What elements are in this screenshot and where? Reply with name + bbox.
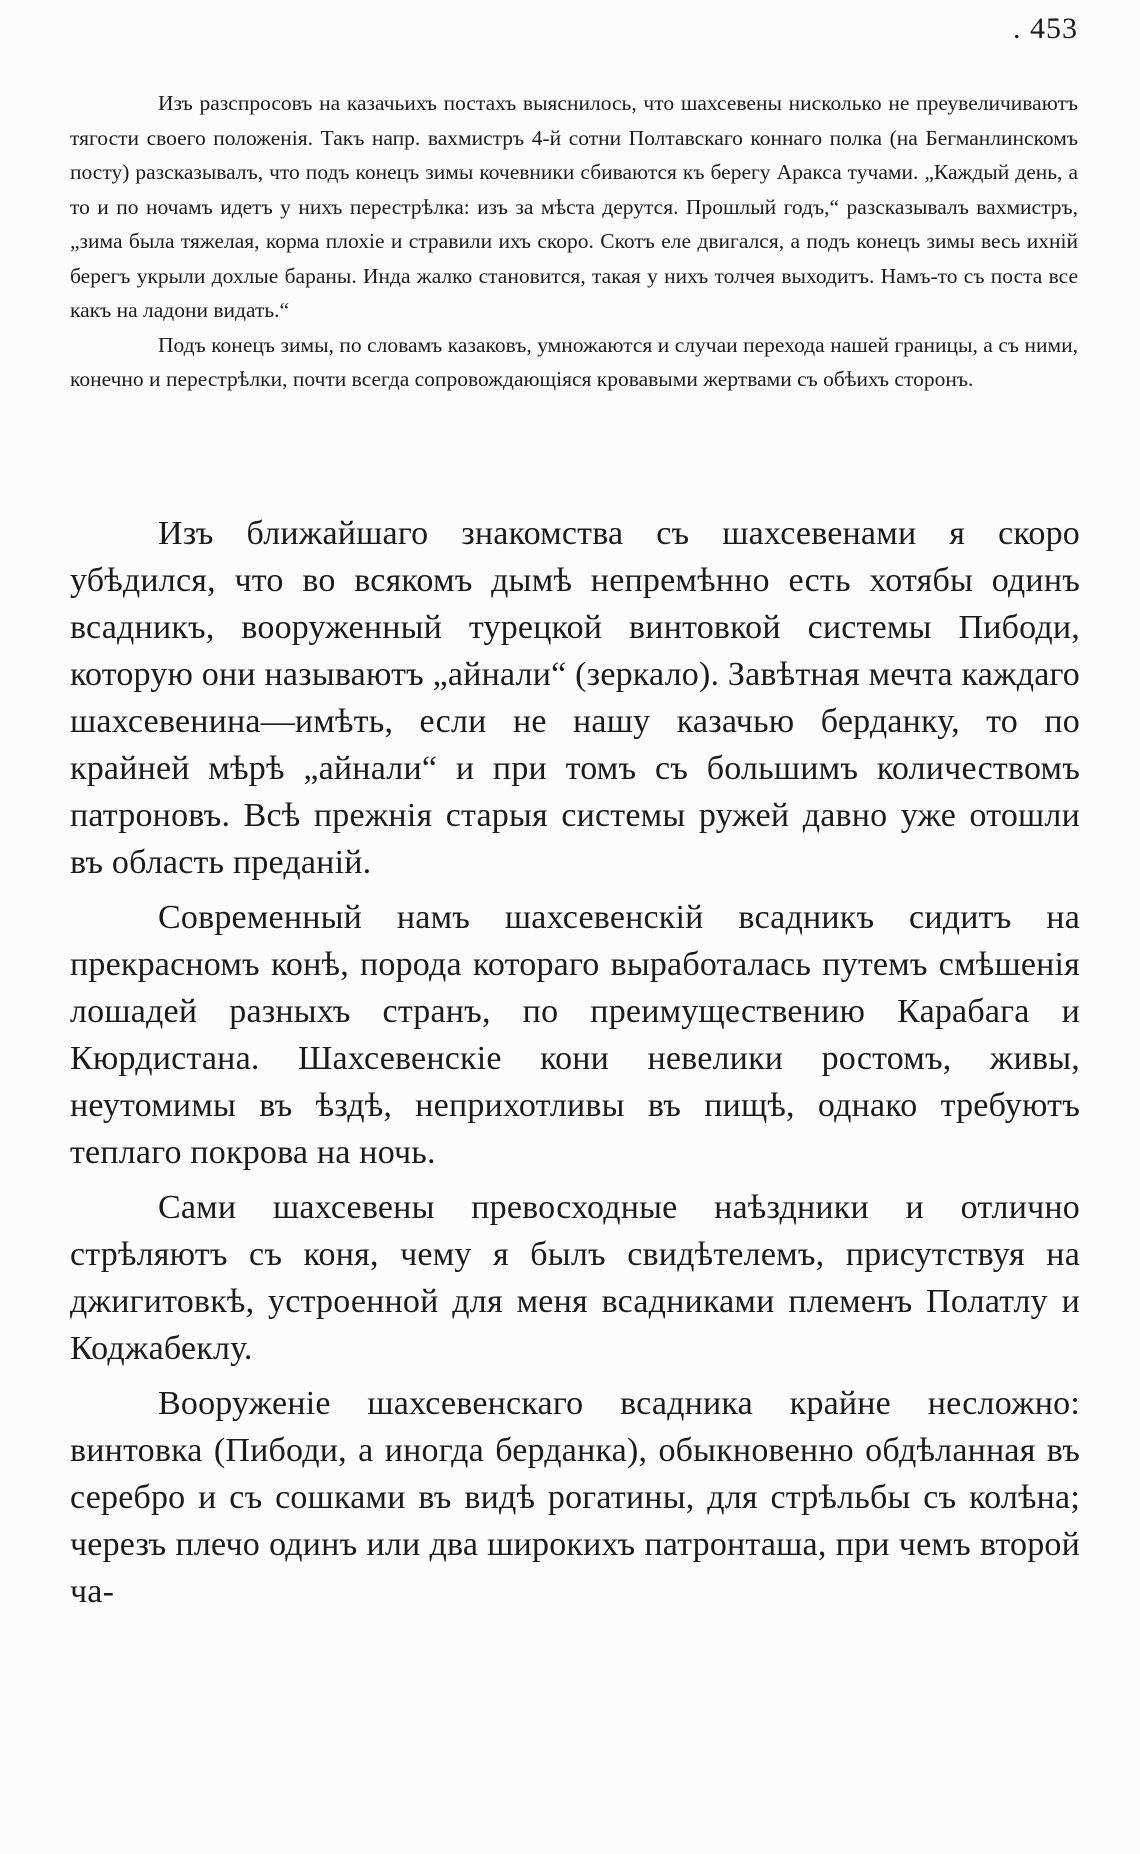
page-number: . 453 [1013,12,1078,45]
quote-paragraph-2: Подъ конецъ зимы, по словамъ казаковъ, умножаются и случаи перехода нашей границы, а съ ними, конечно и перестрѣлки, почти всегда сопровождающіяся кровавыми жертвами съ обѣихъ сторонъ. [70,332,1078,391]
main-paragraph-1: Изъ ближайшаго знакомства съ шахсевенами я скоро убѣдился, что во всякомъ дымѣ непремѣнно есть хотябы одинъ всадникъ, вооруженный турецкой винтовкой системы Пибоди, которую они называютъ „айнали“ (зеркало). Завѣтная мечта каждаго шахсевенина—имѣть, если не нашу казачью берданку, то по крайней мѣрѣ „айнали“ и при томъ съ большимъ количествомъ патроновъ. Всѣ прежнія старыя системы ружей давно уже отошли въ область преданій. [70,515,1081,881]
main-paragraph-2: Современный намъ шахсевенскій всадникъ сидитъ на прекрасномъ конѣ, порода котораго выработалась путемъ смѣшенія лошадей разныхъ странъ, по преимуществению Карабага и Кюрдистана. Шахсевенскіе кони невелики ростомъ, живы, неутомимы въ ѣздѣ, неприхотливы въ пищѣ, однако требуютъ теплаго покрова на ночь. [70,899,1080,1171]
main-text [70,510,1080,1623]
quote-paragraph-1: Изъ разспросовъ на казачьихъ постахъ выяснилось, что шахсевены нисколько не преувеличиваютъ тягости своего положенія. Такъ напр. вахмистръ 4-й сотни Полтавскаго коннаго полка (на Бегманлинскомъ посту) разсказывалъ, что подъ конецъ зимы кочевники сбиваются къ берегу Аракса тучами. „Каждый день, а то и по ночамъ идетъ у нихъ перестрѣлка: изъ за мѣста дерутся. Прошлый годъ,“ разсказывалъ вахмистръ, „зима была тяжелая, корма плохіе и стравили ихъ скоро. Скотъ еле двигался, а подъ конецъ зимы весь ихній берегъ укрыли дохлые бараны. Инда жалко становится, такая у нихъ толчея выходитъ. Намъ-то съ поста все какъ на ладони видать.“ [70,91,1078,322]
main-paragraph-3: Сами шахсевены превосходные наѣздники и отлично стрѣляютъ съ коня, чему я былъ свидѣтелемъ, присутствуя на джигитовкѣ, устроенной для меня всадниками племенъ Полатлу и Коджабеклу. [70,1189,1080,1367]
quoted-passage [70,86,1078,397]
main-paragraph-4: Вооруженіе шахсевенскаго всадника крайне несложно: винтовка (Пибоди, а иногда берданка), обыкновенно обдѣланная въ серебро и съ сошками въ видѣ рогатины, для стрѣльбы съ колѣна; черезъ плечо одинъ или два широкихъ патронташа, при чемъ второй ча- [70,1385,1080,1610]
